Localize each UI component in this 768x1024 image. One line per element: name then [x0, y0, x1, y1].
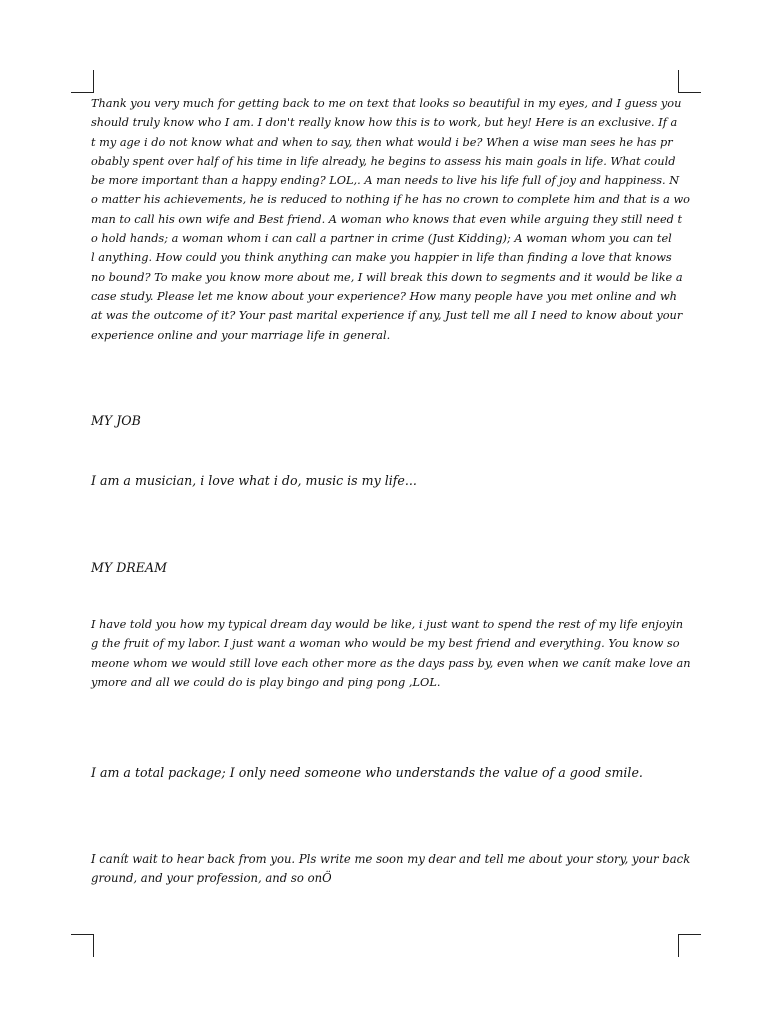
text-line: obably spent over half of his time in life already, he begins to assess his main goals in life. What could — [91, 154, 676, 168]
intro-paragraph — [91, 94, 691, 345]
text-line: o matter his achievements, he is reduced to nothing if he has no crown to complete him and that is a wo — [91, 193, 690, 207]
text-line: experience online and your marriage life in general. — [91, 328, 391, 342]
closing-paragraph — [91, 850, 691, 889]
section-heading-job: MY JOB — [91, 413, 141, 428]
crop-mark-bottom-right — [678, 934, 701, 957]
text-line: l anything. How could you think anything can make you happier in life than finding a love that knows — [91, 251, 672, 265]
text-line: be more important than a happy ending? LOL,. A man needs to live his life full of joy and happiness. N — [91, 174, 680, 188]
text-line: case study. Please let me know about your experience? How many people have you met online and wh — [91, 289, 677, 303]
text-line: should truly know who I am. I don't really know how this is to work, but hey! Here is an exclusive. If a — [91, 116, 678, 130]
text-line: t my age i do not know what and when to say, then what would i be? When a wise man sees he has pr — [91, 135, 673, 149]
text-line: Thank you very much for getting back to me on text that looks so beautiful in my eyes, and I guess you — [91, 97, 682, 110]
crop-mark-top-left — [71, 70, 94, 93]
crop-mark-bottom-left — [71, 934, 94, 957]
text-line: ground, and your profession, and so onÖ — [91, 871, 332, 886]
job-paragraph: I am a musician, i love what i do, music is my life... — [91, 473, 417, 488]
dream-paragraph — [91, 615, 691, 692]
text-line: I have told you how my typical dream day would be like, i just want to spend the rest of my life enjoyin — [91, 617, 684, 631]
text-line: no bound? To make you know more about me, I will break this down to segments and it would be like a — [91, 270, 683, 284]
crop-mark-top-right — [678, 70, 701, 93]
section-heading-dream: MY DREAM — [91, 560, 167, 575]
text-line: o hold hands; a woman whom i can call a partner in crime (Just Kidding); A woman whom you can tel — [91, 232, 672, 246]
text-line: ymore and all we could do is play bingo and ping pong ,LOL. — [91, 674, 441, 689]
text-line: meone whom we would still love each other more as the days pass by, even when we canít make love an — [91, 655, 691, 670]
text-line: g the fruit of my labor. I just want a woman who would be my best friend and everything. You know so — [91, 636, 680, 651]
text-line: I canít wait to hear back from you. Pls write me soon my dear and tell me about your story, your back — [91, 852, 691, 866]
package-paragraph: I am a total package; I only need someone who understands the value of a good smile. — [91, 765, 643, 780]
text-line: at was the outcome of it? Your past marital experience if any, Just tell me all I need to know about your — [91, 309, 683, 323]
text-line: man to call his own wife and Best friend. A woman who knows that even while arguing they still need t — [91, 212, 683, 226]
